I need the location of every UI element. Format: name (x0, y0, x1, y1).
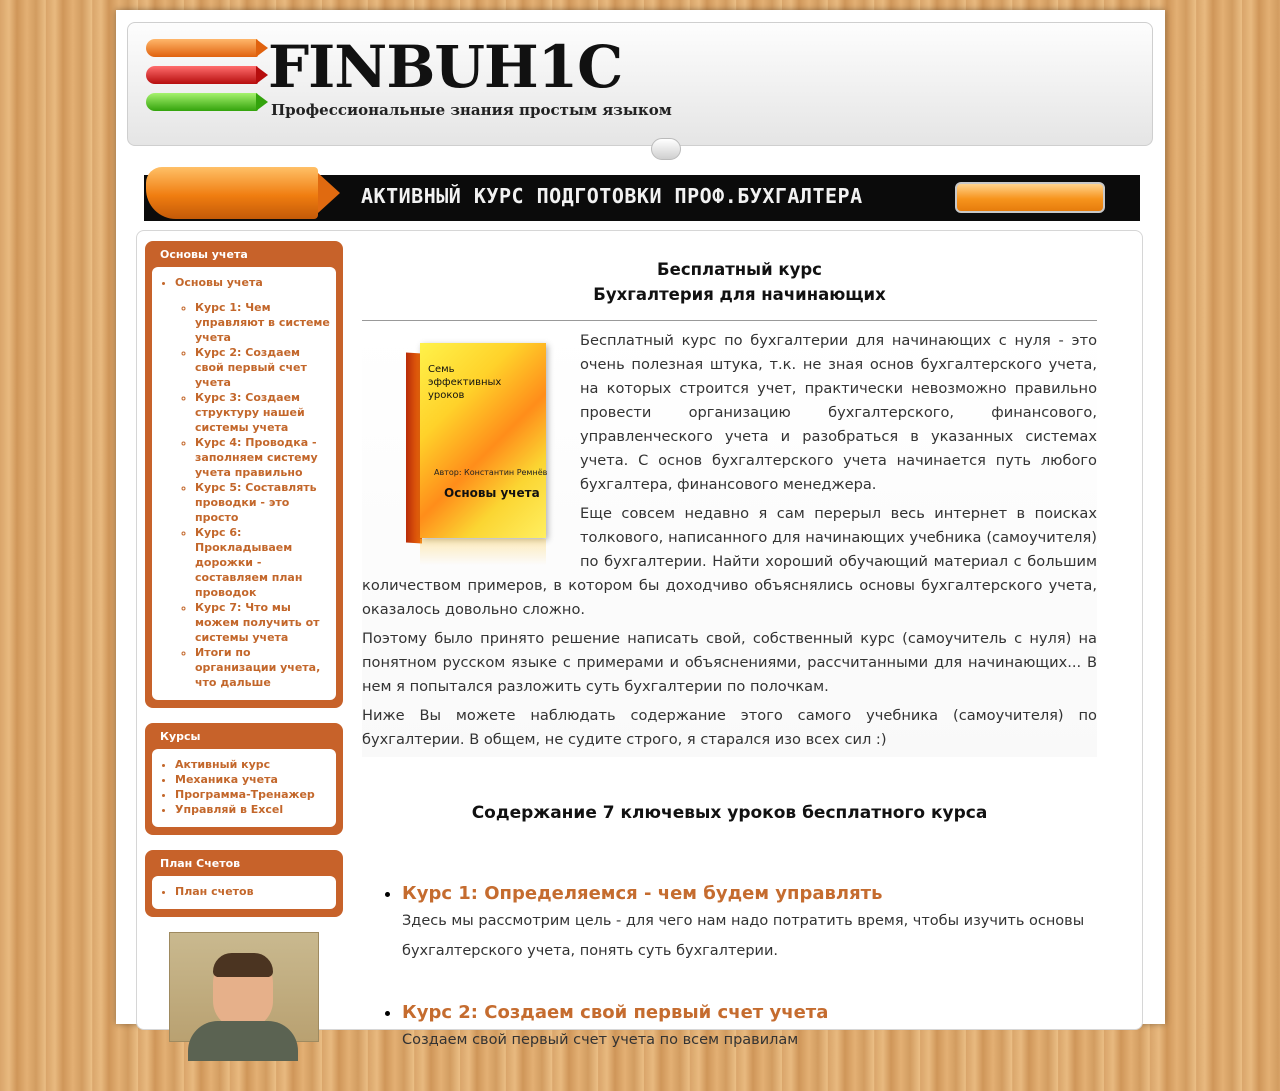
sidebar-link-basics[interactable] (175, 275, 332, 690)
sidebar-link-course-5[interactable]: ◦ Курс 5: Составлять проводки - это просто (195, 480, 332, 525)
sidebar-link-label[interactable]: Основы учета (175, 276, 263, 289)
header-knob-icon (651, 138, 681, 160)
lesson-item (402, 883, 1097, 966)
book-cover-line: Семь (428, 364, 455, 375)
sidebar-link-summary[interactable]: ◦ Итоги по организации учета, что дальше (195, 645, 332, 690)
article-intro (362, 329, 1097, 757)
book-cover-line: уроков (428, 390, 465, 401)
sidebar-link-course-3[interactable]: ◦ Курс 3: Создаем структуру нашей системы учета (195, 390, 332, 435)
book-cover-text (428, 363, 501, 402)
sidebar-link-active-course[interactable]: • Активный курс (175, 757, 332, 772)
lesson-link-2[interactable]: Курс 2: Создаем свой первый счет учета (402, 1002, 829, 1023)
active-course-banner[interactable] (144, 175, 1140, 221)
page-title-line-1: Бесплатный курс (657, 260, 822, 279)
sidebar-link-course-7[interactable]: ◦ Курс 7: Что мы можем получить от системы учета (195, 600, 332, 645)
lesson-description: Здесь мы рассмотрим цель - для чего нам надо потратить время, чтобы изучить основы бухгалтерского учета, понять суть бухгалтерии. (402, 913, 1085, 959)
article-paragraph: Бесплатный курс по бухгалтерии для начинающих с нуля - это очень полезная штука, т.к. не зная основ бухгалтерского учета, на которых строится учет, практически невозможно правильно провести организацию бухгалтерского, финансового, управленческого учета и разобраться в указанных системах учета. С основ бухгалтерского учета начинается путь любого бухгалтера, финансового менеджера. (580, 332, 1097, 493)
widget-title: Основы учета (160, 248, 248, 261)
book-name: Основы учета (444, 486, 540, 500)
divider (362, 320, 1097, 321)
sidebar-link-course-4[interactable]: ◦ Курс 4: Проводка - заполняем систему учета правильно (195, 435, 332, 480)
section-title: Содержание 7 ключевых уроков бесплатного курса (471, 803, 988, 823)
sidebar-link-trainer[interactable]: • Программа-Тренажер (175, 787, 332, 802)
page-container (116, 10, 1165, 1048)
widget-title: План Счетов (160, 857, 241, 870)
orange-stripe (146, 39, 258, 57)
sidebar-link-course-1[interactable]: ◦ Курс 1: Чем управляют в системе учета (195, 300, 332, 345)
content-box (136, 230, 1143, 1048)
main-content (362, 257, 1097, 1091)
sidebar (145, 241, 343, 1042)
widget-basics (145, 241, 343, 708)
lessons-list (362, 883, 1097, 1055)
page-title (362, 257, 1097, 307)
lesson-link-1[interactable]: Курс 1: Определяемся - чем будем управлять (402, 883, 883, 904)
book-cover-line: эффективных (428, 377, 502, 388)
sidebar-link-course-2[interactable]: ◦ Курс 2: Создаем свой первый счет учета (195, 345, 332, 390)
avatar-shirt (188, 1021, 298, 1061)
sidebar-link-chart-of-accounts[interactable]: • План счетов (175, 884, 332, 899)
banner-button[interactable] (955, 182, 1105, 213)
sidebar-link-course-6[interactable]: ◦ Курс 6: Прокладываем дорожки - составляем план проводок (195, 525, 332, 600)
widget-courses (145, 723, 343, 835)
article-paragraph: Ниже Вы можете наблюдать содержание этого самого учебника (самоучителя) по бухгалтерии. В общем, не судите строго, я старался изо всех сил :) (362, 707, 1097, 748)
article-paragraph: Еще совсем недавно я сам перерыл весь интернет в поисках толкового, написанного для начинающих учебника (самоучителя) по бухгалтерии. Найти хороший обучающий материал с большим количеством примеров, в котором бы доходчиво объяснялись основы бухгалтерского учета, оказалось довольно сложно. (362, 505, 1097, 618)
book-cover-image (372, 333, 558, 569)
logo-title[interactable]: FINBUH1C (268, 33, 623, 101)
logo-stripes-icon[interactable] (146, 39, 264, 113)
widget-title: Курсы (160, 730, 201, 743)
author-photo[interactable] (169, 932, 319, 1042)
article-paragraph: Поэтому было принято решение написать свой, собственный курс (самоучитель с нуля) на понятном русском языке с примерами и объяснениями, рассчитанными для начинающих... В нем я попытался разложить суть бухгалтерии по полочкам. (362, 630, 1097, 695)
avatar-hair (213, 953, 273, 977)
widget-body (152, 876, 336, 909)
sidebar-link-excel[interactable]: • Управляй в Excel (175, 802, 332, 817)
banner-text: АКТИВНЫЙ КУРС ПОДГОТОВКИ ПРОФ.БУХГАЛТЕРА (361, 184, 863, 208)
logo-subtitle: Профессиональные знания простым языком (271, 101, 672, 119)
green-stripe (146, 93, 258, 111)
lesson-item (402, 1002, 1097, 1055)
banner-ribbon-icon (146, 167, 318, 219)
sidebar-link-mechanics[interactable]: • Механика учета (175, 772, 332, 787)
book-author: Автор: Константин Ремнёв (434, 468, 548, 477)
red-stripe (146, 66, 258, 84)
book-reflection (420, 539, 546, 565)
widget-body (152, 267, 336, 700)
lesson-description: Создаем свой первый счет учета по всем правилам (402, 1032, 799, 1048)
site-header (127, 22, 1153, 146)
page-title-line-2: Бухгалтерия для начинающих (593, 285, 886, 304)
widget-chart-of-accounts (145, 850, 343, 917)
widget-body (152, 749, 336, 827)
